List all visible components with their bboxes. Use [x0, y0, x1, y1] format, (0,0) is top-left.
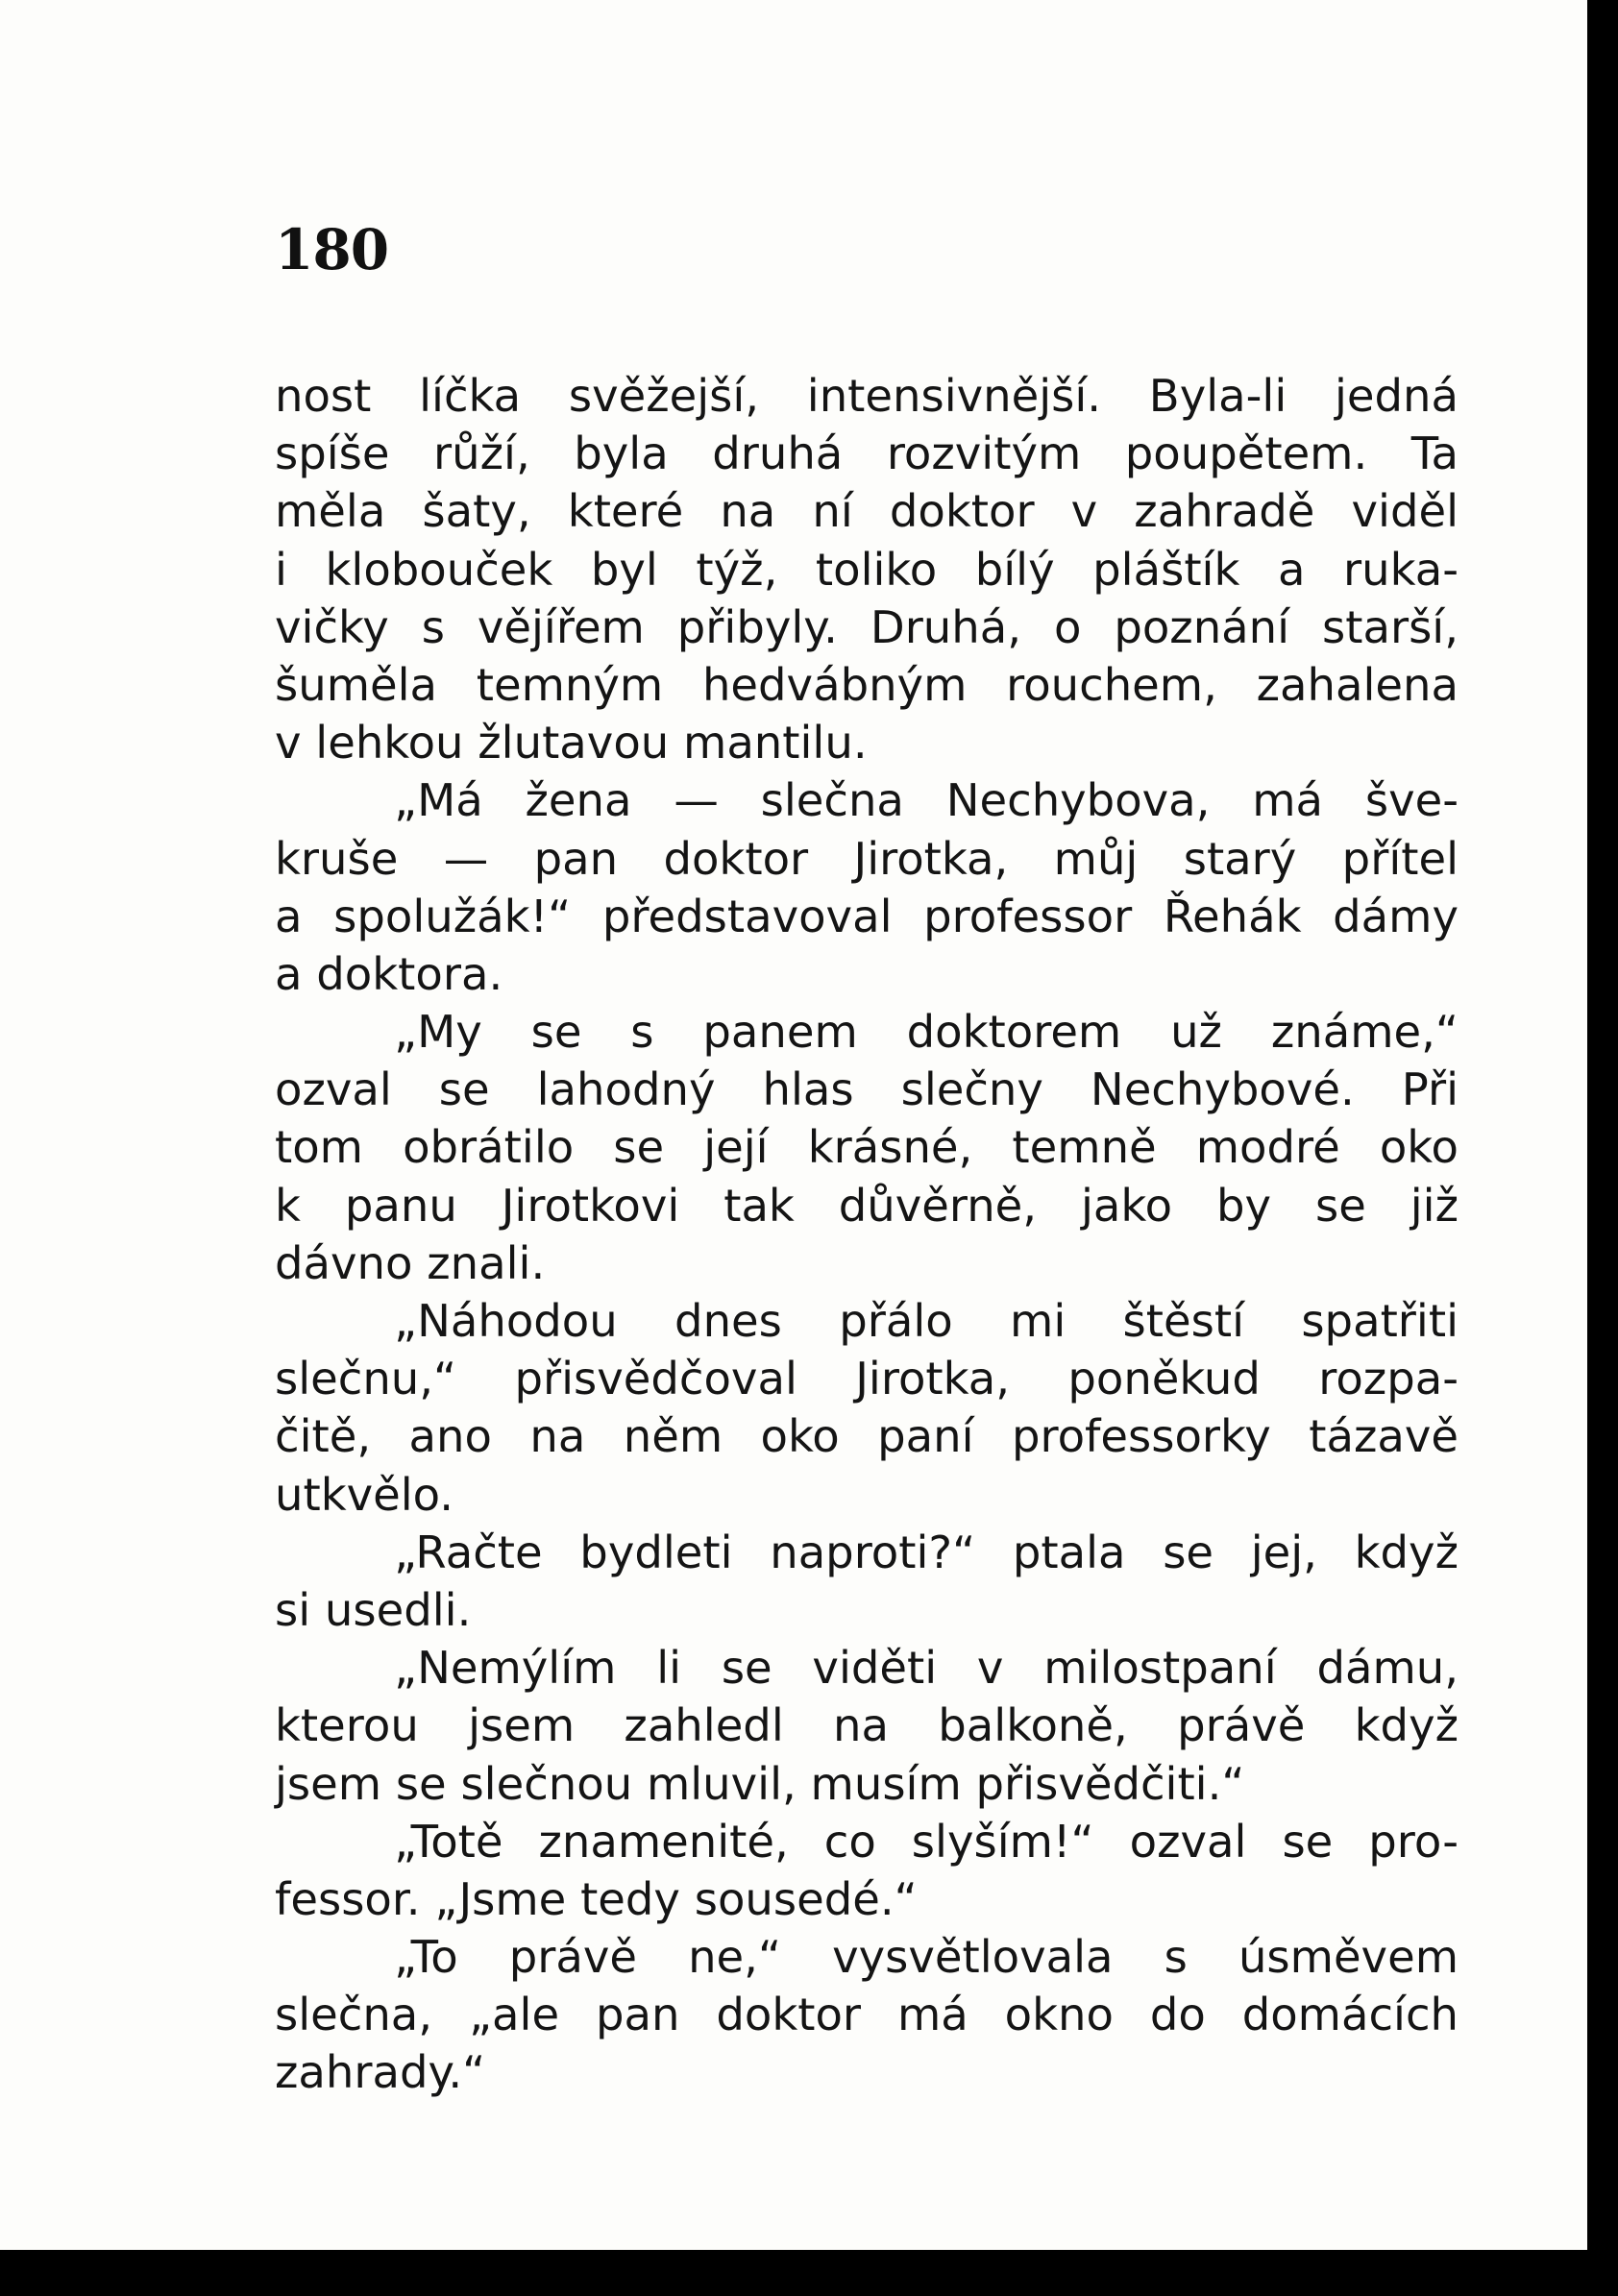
text-line: spíše růží, byla druhá rozvitým poupětem. Ta [275, 427, 1459, 480]
text-line: šuměla temným hedvábným rouchem, zahalena [275, 658, 1459, 711]
text-line: k panu Jirotkovi tak důvěrně, jako by se již [275, 1179, 1459, 1232]
text-line: kruše — pan doktor Jirotka, můj starý přítel [275, 832, 1459, 885]
text-line: nost líčka svěžejší, intensivnější. Byla-li jedná [275, 370, 1459, 422]
text-line: čitě, ano na něm oko paní professorky tázavě [275, 1410, 1459, 1463]
text-line: fessor. „Jsme tedy sousedé.“ [275, 1872, 918, 1925]
scan-border-bottom [0, 2250, 1618, 2296]
text-line: „Totě znamenité, co slyším!“ ozval se pro- [394, 1815, 1459, 1868]
text-line: utkvělo. [275, 1468, 454, 1521]
text-line: si usedli. [275, 1583, 472, 1636]
text-line: „Račte bydleti naproti?“ ptala se jej, když [394, 1526, 1459, 1578]
text-line: a spolužák!“ představoval professor Řehák dámy [275, 890, 1459, 942]
text-line: dávno znali. [275, 1236, 546, 1289]
text-line: slečnu,“ přisvědčoval Jirotka, poněkud rozpa- [275, 1353, 1459, 1405]
text-line: a doktora. [275, 947, 503, 1000]
text-line: slečna, „ale pan doktor má okno do domácích [275, 1989, 1459, 2041]
text-line: „Nemýlím li se viděti v milostpaní dámu, [394, 1642, 1459, 1695]
text-line: „Náhodou dnes přálo mi štěstí spatřiti [394, 1295, 1459, 1347]
body-text [275, 367, 1459, 2102]
text-line: „Má žena — slečna Nechybova, má šve- [394, 774, 1459, 827]
text-line: kterou jsem zahledl na balkoně, právě když [275, 1699, 1459, 1752]
text-line: tom obrátilo se její krásné, temně modré oko [275, 1121, 1459, 1174]
text-line: vičky s vějířem přibyly. Druhá, o poznání starší, [275, 600, 1459, 653]
scan-border-right [1587, 0, 1618, 2296]
text-line: v lehkou žlutavou mantilu. [275, 717, 868, 769]
text-line: jsem se slečnou mluvil, musím přisvědčiti.“ [275, 1757, 1245, 1810]
text-line: „My se s panem doktorem už známe,“ [394, 1006, 1459, 1059]
text-line: i klobouček byl týž, toliko bílý pláštík a ruka- [275, 543, 1459, 596]
page-number: 180 [275, 217, 389, 282]
text-line: ozval se lahodný hlas slečny Nechybové. Při [275, 1063, 1459, 1116]
text-line: „To právě ne,“ vysvětlovala s úsměvem [394, 1931, 1459, 1984]
text-line: zahrady.“ [275, 2046, 486, 2099]
text-line: měla šaty, které na ní doktor v zahradě viděl [275, 485, 1459, 538]
